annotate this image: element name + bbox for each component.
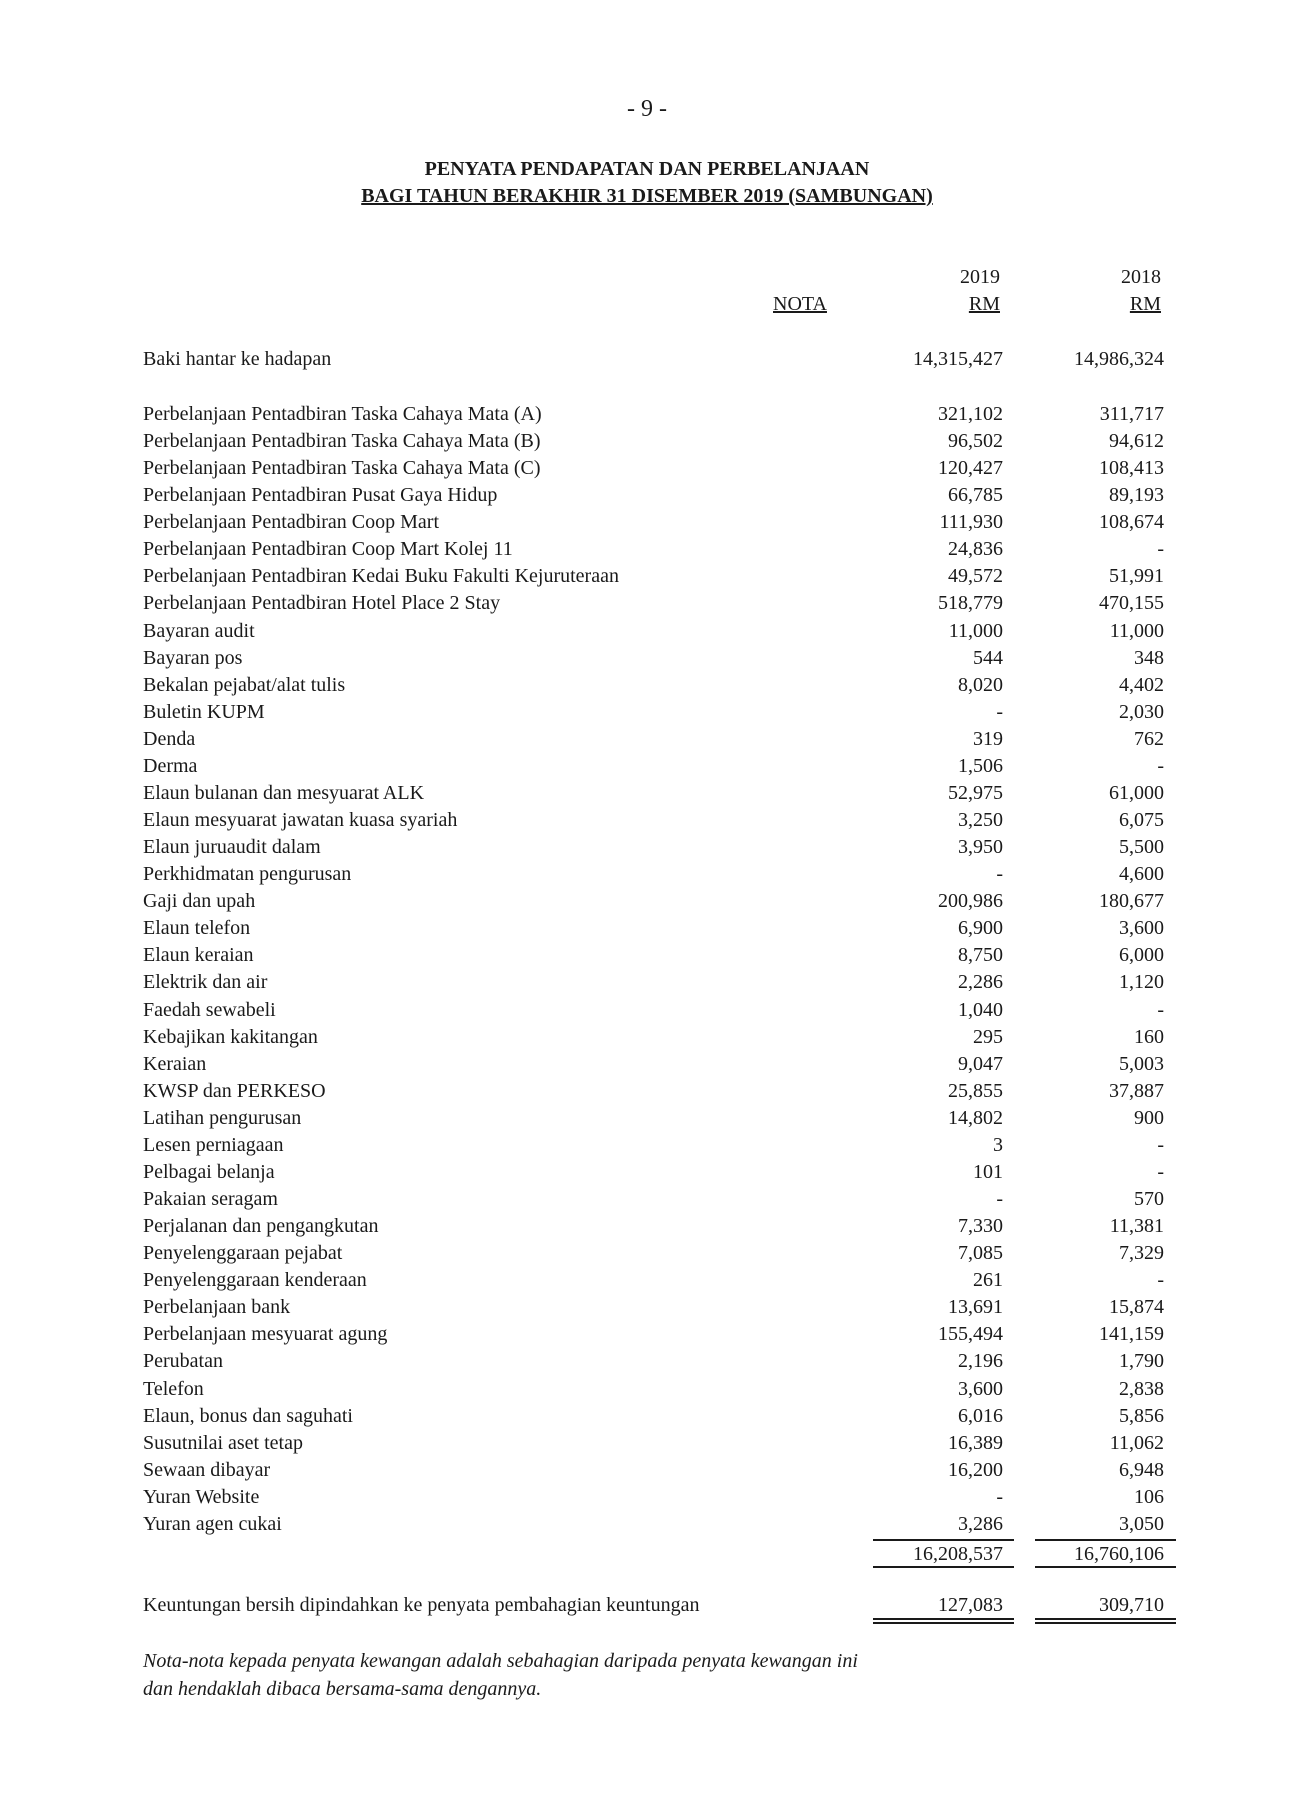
value-2019: 16,389 [948, 1431, 1003, 1454]
row-label: Faedah sewabeli [143, 998, 276, 1021]
table-row [143, 1078, 1173, 1105]
value-2018: 94,612 [1109, 430, 1164, 453]
table-row [143, 672, 1173, 699]
value-2018: 1,120 [1119, 971, 1164, 994]
value-2018: 311,717 [1099, 403, 1164, 425]
value-2018: 7,329 [1119, 1242, 1164, 1265]
row-label: Gaji dan upah [143, 890, 256, 913]
value-2019: 8,020 [958, 673, 1003, 696]
value-2018: 6,075 [1119, 809, 1164, 832]
value-2018: 15,874 [1109, 1296, 1164, 1319]
row-label: Sewaan dibayar [143, 1458, 271, 1481]
value-2019: 14,315,427 [913, 348, 1003, 370]
value-2018: - [1157, 754, 1164, 777]
subtotal-2018: 16,760,106 [1074, 1543, 1164, 1565]
table-row [143, 834, 1173, 861]
row-label: Perbelanjaan Pentadbiran Pusat Gaya Hidup [143, 484, 498, 507]
value-2019: 6,900 [958, 917, 1003, 940]
value-2019: 3 [993, 1133, 1003, 1156]
row-label: Keraian [143, 1052, 207, 1075]
value-2019: 544 [973, 646, 1003, 669]
value-2019: 2,196 [958, 1350, 1003, 1373]
value-2018: 11,062 [1109, 1431, 1164, 1454]
value-2019: 9,047 [958, 1052, 1003, 1075]
value-2018: 762 [1134, 727, 1164, 750]
table-row [143, 1321, 1173, 1348]
table-row [143, 401, 1173, 428]
row-label: Perbelanjaan Pentadbiran Coop Mart [143, 511, 440, 534]
table-row [143, 1105, 1173, 1132]
value-2018: 180,677 [1099, 890, 1164, 913]
table-row [143, 807, 1173, 834]
row-label: Elaun bulanan dan mesyuarat ALK [143, 781, 425, 804]
value-2019: 3,950 [958, 836, 1003, 859]
value-2018: 61,000 [1109, 781, 1164, 804]
value-2019: 6,016 [958, 1404, 1003, 1427]
value-2019: 1,040 [958, 998, 1003, 1021]
value-2019: 14,802 [948, 1106, 1003, 1129]
row-label: Kebajikan kakitangan [143, 1025, 318, 1048]
table-row [143, 942, 1173, 969]
table-row [143, 915, 1173, 942]
table-row [143, 888, 1173, 915]
row-label: Penyelenggaraan pejabat [143, 1242, 343, 1265]
value-2019: 321,102 [938, 403, 1003, 425]
value-2018: 51,991 [1109, 565, 1164, 588]
table-row [143, 1376, 1173, 1403]
row-label: Perbelanjaan mesyuarat agung [143, 1323, 388, 1346]
value-2019: 16,200 [948, 1458, 1003, 1481]
value-2019: 111,930 [939, 511, 1003, 534]
net-profit-2018: 309,710 [1099, 1594, 1164, 1616]
row-label: Keuntungan bersih dipindahkan ke penyata pembahagian keuntungan [143, 1594, 700, 1616]
footnote-line-1: Nota-nota kepada penyata kewangan adalah sebahagian daripada penyata kewangan ini [143, 1650, 858, 1672]
value-2018: 1,790 [1119, 1350, 1164, 1373]
row-label: Perbelanjaan bank [143, 1296, 291, 1319]
row-label: Elektrik dan air [143, 971, 268, 994]
row-label: Buletin KUPM [143, 700, 265, 723]
value-2019: 1,506 [958, 754, 1003, 777]
table-row [143, 1403, 1173, 1430]
value-2019: 52,975 [948, 781, 1003, 804]
value-2018: 108,413 [1099, 457, 1164, 480]
row-label: Elaun mesyuarat jawatan kuasa syariah [143, 809, 458, 832]
value-2018: 106 [1134, 1485, 1164, 1508]
row-label: Bekalan pejabat/alat tulis [143, 673, 346, 696]
value-2018: 108,674 [1099, 511, 1164, 534]
value-2019: 13,691 [948, 1296, 1003, 1319]
row-label: Baki hantar ke hadapan [143, 348, 332, 370]
value-2018: 14,986,324 [1074, 348, 1164, 370]
table-row [143, 1457, 1173, 1484]
row-label: Perkhidmatan pengurusan [143, 863, 352, 886]
value-2018: 3,600 [1119, 917, 1164, 940]
table-row [143, 645, 1173, 672]
table-row [143, 699, 1173, 726]
value-2019: 3,250 [958, 809, 1003, 832]
value-2019: 8,750 [958, 944, 1003, 967]
table-row [143, 1511, 1173, 1538]
value-2019: 518,779 [938, 592, 1003, 615]
net-profit-row [143, 1592, 1173, 1619]
value-2019: 3,286 [958, 1512, 1003, 1535]
value-2019: 3,600 [958, 1377, 1003, 1400]
footnote-line-2: dan hendaklah dibaca bersama-sama dengannya. [143, 1678, 542, 1700]
value-2018: - [1157, 1269, 1164, 1292]
value-2018: 11,000 [1109, 619, 1164, 642]
row-label: Penyelenggaraan kenderaan [143, 1269, 367, 1292]
table-row [143, 861, 1173, 888]
value-2018: 348 [1134, 646, 1164, 669]
row-label: Elaun telefon [143, 917, 251, 940]
subtotal-2019: 16,208,537 [913, 1543, 1003, 1565]
table-row [143, 1294, 1173, 1321]
row-label: Bayaran pos [143, 646, 243, 669]
value-2019: - [996, 700, 1003, 723]
value-2018: 141,159 [1099, 1323, 1164, 1346]
value-2018: 570 [1134, 1188, 1164, 1211]
value-2019: - [996, 1485, 1003, 1508]
value-2019: 2,286 [958, 971, 1003, 994]
value-2018: 4,600 [1119, 863, 1164, 886]
row-label: Lesen perniagaan [143, 1133, 284, 1156]
table-row [143, 969, 1173, 996]
row-label: Pakaian seragam [143, 1188, 278, 1211]
value-2019: - [996, 1188, 1003, 1211]
value-2019: 120,427 [938, 457, 1003, 480]
statement-title: PENYATA PENDAPATAN DAN PERBELANJAAN [424, 158, 870, 180]
row-label: Perbelanjaan Pentadbiran Taska Cahaya Mata (C) [143, 457, 541, 480]
row-label: Elaun keraian [143, 944, 254, 967]
row-label: Yuran Website [143, 1485, 260, 1508]
table-row [143, 509, 1173, 536]
table-row [143, 590, 1173, 617]
value-2019: 24,836 [948, 538, 1003, 561]
subtotal-bottom-rule-2018 [1035, 1566, 1176, 1568]
table-row [143, 1484, 1173, 1511]
value-2018: - [1157, 1160, 1164, 1183]
subtotal-row [143, 1541, 1173, 1568]
row-label: Perbelanjaan Pentadbiran Hotel Place 2 Stay [143, 592, 501, 615]
brought-forward-row [143, 346, 1173, 373]
value-2018: 4,402 [1119, 673, 1164, 696]
row-label: Perjalanan dan pengangkutan [143, 1215, 379, 1238]
value-2019: 66,785 [948, 484, 1003, 507]
footnote [143, 1647, 858, 1703]
value-2018: 470,155 [1099, 592, 1164, 615]
value-2019: 101 [973, 1160, 1003, 1183]
table-row [143, 563, 1173, 590]
column-header-2018-year: 2018 [1121, 266, 1161, 288]
value-2018: 5,003 [1119, 1052, 1164, 1075]
table-row [143, 1430, 1173, 1457]
table-row [143, 753, 1173, 780]
value-2018: 160 [1134, 1025, 1164, 1048]
row-label: Elaun juruaudit dalam [143, 836, 321, 859]
value-2018: 2,030 [1119, 700, 1164, 723]
row-label: Perbelanjaan Pentadbiran Taska Cahaya Mata (B) [143, 430, 541, 453]
table-row [143, 1348, 1173, 1375]
table-row [143, 1159, 1173, 1186]
value-2018: - [1157, 1133, 1164, 1156]
table-row [143, 1240, 1173, 1267]
row-label: Denda [143, 727, 196, 750]
value-2019: 96,502 [948, 430, 1003, 453]
row-label: Derma [143, 754, 198, 777]
table-row [143, 428, 1173, 455]
value-2018: 6,948 [1119, 1458, 1164, 1481]
row-label: Pelbagai belanja [143, 1160, 275, 1183]
row-label: Perbelanjaan Pentadbiran Taska Cahaya Mata (A) [143, 403, 542, 425]
row-label: Elaun, bonus dan saguhati [143, 1404, 353, 1427]
value-2018: 3,050 [1119, 1512, 1164, 1535]
value-2019: 261 [973, 1269, 1003, 1292]
row-label: Perbelanjaan Pentadbiran Kedai Buku Fakulti Kejuruteraan [143, 565, 619, 588]
column-header-2018-unit: RM [1129, 293, 1161, 315]
row-label: Bayaran audit [143, 619, 255, 642]
table-row [143, 482, 1173, 509]
table-row [143, 997, 1173, 1024]
table-row [143, 455, 1173, 482]
page-number: - 9 - [627, 96, 667, 122]
value-2018: 5,500 [1119, 836, 1164, 859]
row-label: Yuran agen cukai [143, 1512, 282, 1535]
statement-subtitle: BAGI TAHUN BERAKHIR 31 DISEMBER 2019 (SAMBUNGAN) [361, 185, 933, 207]
row-label: Susutnilai aset tetap [143, 1431, 303, 1454]
table-row [143, 1132, 1173, 1159]
table-row [143, 1024, 1173, 1051]
value-2019: 155,494 [938, 1323, 1003, 1346]
net-profit-double-rule-2019 [873, 1618, 1014, 1624]
value-2018: - [1157, 998, 1164, 1021]
value-2018: 900 [1134, 1106, 1164, 1129]
row-label: Perubatan [143, 1350, 223, 1373]
value-2018: - [1157, 538, 1164, 561]
value-2018: 5,856 [1119, 1404, 1164, 1427]
table-row [143, 780, 1173, 807]
subtotal-bottom-rule-2019 [873, 1566, 1014, 1568]
value-2018: 89,193 [1109, 484, 1164, 507]
net-profit-double-rule-2018 [1035, 1618, 1176, 1624]
value-2019: 11,000 [948, 619, 1003, 642]
table-row [143, 618, 1173, 645]
value-2019: 7,085 [958, 1242, 1003, 1265]
value-2019: 295 [973, 1025, 1003, 1048]
row-label: Latihan pengurusan [143, 1106, 302, 1129]
value-2019: 200,986 [938, 890, 1003, 913]
value-2019: 25,855 [948, 1079, 1003, 1102]
table-row [143, 1213, 1173, 1240]
table-row [143, 726, 1173, 753]
value-2018: 37,887 [1109, 1079, 1164, 1102]
table-row [143, 1186, 1173, 1213]
row-label: Telefon [143, 1377, 204, 1400]
value-2019: 319 [973, 727, 1003, 750]
column-header-nota: NOTA [773, 293, 827, 315]
table-row [143, 1267, 1173, 1294]
table-row [143, 536, 1173, 563]
row-label: Perbelanjaan Pentadbiran Coop Mart Kolej 11 [143, 538, 513, 561]
column-header-2019-unit: RM [968, 293, 1000, 315]
table-row [143, 1051, 1173, 1078]
value-2019: - [996, 863, 1003, 886]
column-header-2019-year: 2019 [960, 266, 1000, 288]
value-2019: 7,330 [958, 1215, 1003, 1238]
value-2018: 11,381 [1109, 1215, 1164, 1238]
net-profit-2019: 127,083 [938, 1594, 1003, 1616]
value-2018: 6,000 [1119, 944, 1164, 967]
row-label: KWSP dan PERKESO [143, 1079, 326, 1102]
value-2018: 2,838 [1119, 1377, 1164, 1400]
value-2019: 49,572 [948, 565, 1003, 588]
